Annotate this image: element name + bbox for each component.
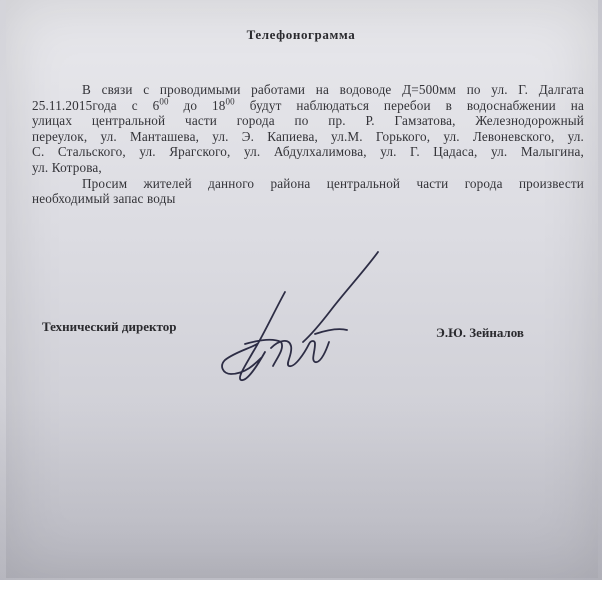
p1-line1: В связи с проводимыми работами на водоводе Д=500мм по ул. Г. Далгата: [82, 82, 584, 97]
p1-line5: С. Стальского, ул. Ярагского, ул. Абдулхалимова, ул. Г. Цадаса, ул. Малыгина,: [32, 144, 584, 160]
handwritten-signature: [215, 248, 415, 398]
p2-line2: необходимый запас воды: [32, 191, 176, 207]
signer-name: Э.Ю. Зейналов: [436, 325, 524, 340]
p1-line4: переулок, ул. Манташева, ул. Э. Капиева, ул.М. Горького, ул. Левоневского, ул.: [32, 128, 584, 144]
bottom-margin: [0, 580, 602, 600]
p1-line6: ул. Котрова,: [32, 159, 102, 175]
p1-line2: 25.11.2015года с $6^{00}$ до $18^{00}$ будут наблюдаться перебои в водоснабжении на: [32, 96, 584, 113]
document-title: Телефонограмма: [246, 27, 356, 42]
document-body: [32, 82, 584, 207]
p2-line1: Просим жителей данного района центральной части города произвести: [82, 175, 584, 191]
p1-line3: улицах центральной части города по пр. Р. Гамзатова, Железнодорожный: [32, 113, 584, 129]
signer-title: Технический директор: [42, 319, 177, 334]
